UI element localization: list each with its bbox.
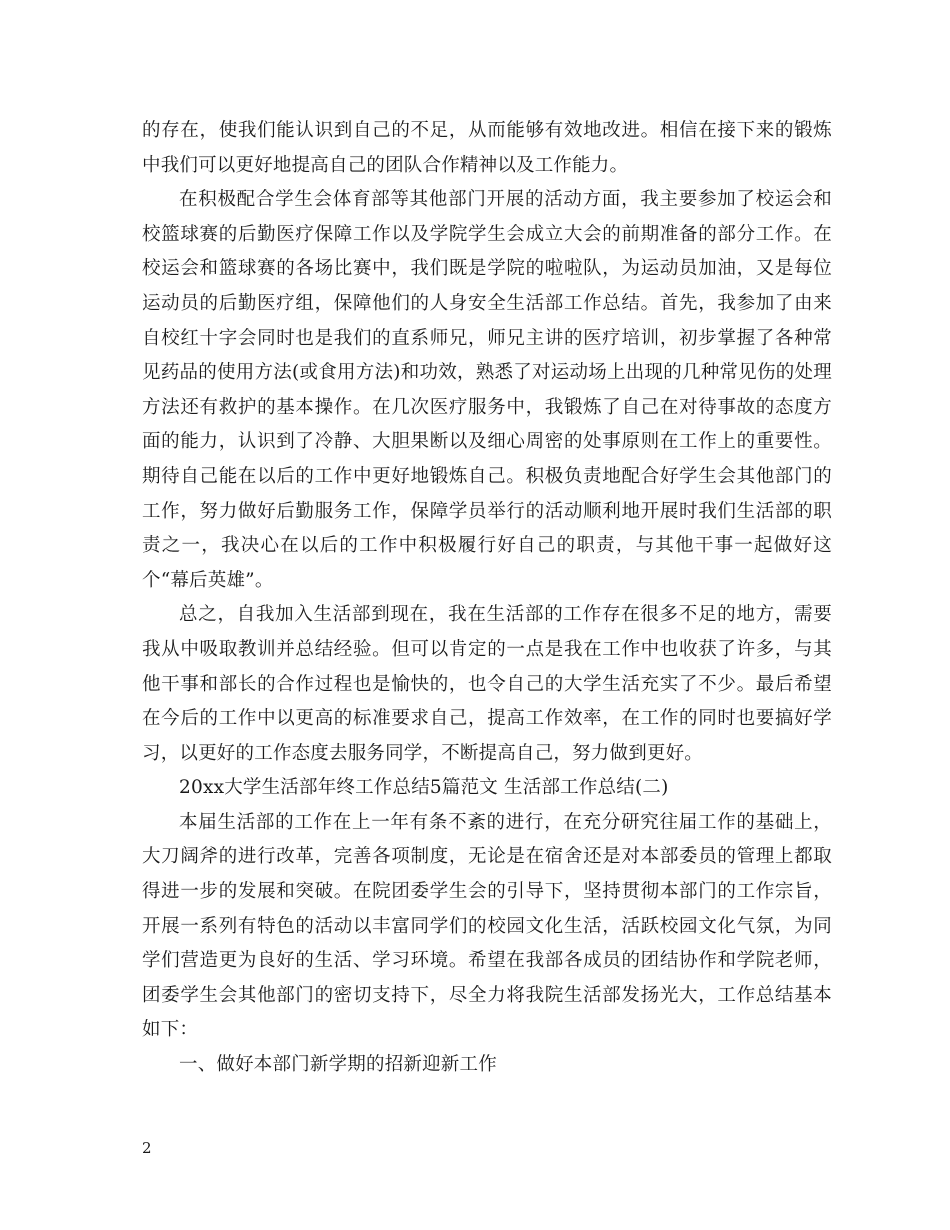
paragraph-introduction: 本届生活部的工作在上一年有条不紊的进行，在充分研究往届工作的基础上，大刀阔斧的进行改革，完善各项制度，无论是在宿舍还是对本部委员的管理上都取得进一步的发展和突破。在院团委学生会的引导下，坚持贯彻本部门的工作宗旨，开展一系列有特色的活动以丰富同学们的校园文化生活，活跃校园文化气氛，为同学们营造更为良好的生活、学习环境。希望在我部各成员的团结协作和学院老师，团委学生会其他部门的密切支持下，尽全力将我院生活部发扬光大，工作总结基本如下： — [142, 811, 832, 1041]
page-number: 2 — [142, 1139, 152, 1157]
paragraph-summary: 总之，自我加入生活部到现在，我在生活部的工作存在很多不足的地方，需要我从中吸取教训并总结经验。但可以肯定的一点是我在工作中也收获了许多，与其他干事和部长的合作过程也是愉快的，也令自己的大学生活充实了不少。最后希望在今后的工作中以更高的标准要求自己，提高工作效率，在工作的同时也要搞好学习，以更好的工作态度去服务同学，不断提高自己，努力做到更好。 — [142, 604, 832, 764]
section-heading: 20xx大学生活部年终工作总结5篇范文 生活部工作总结(二) — [179, 777, 669, 799]
document-body — [142, 114, 832, 1083]
paragraph-sports-support: 在积极配合学生会体育部等其他部门开展的活动方面，我主要参加了校运会和校篮球赛的后勤医疗保障工作以及学院学生会成立大会的前期准备的部分工作。在校运会和篮球赛的各场比赛中，我们既是学院的啦啦队，为运动员加油，又是每位运动员的后勤医疗组，保障他们的人身安全生活部工作总结。首先，我参加了由来自校红十字会同时也是我们的直系师兄，师兄主讲的医疗培训，初步掌握了各种常见药品的使用方法(或食用方法)和功效，熟悉了对运动场上出现的几种常见伤的处理方法还有救护的基本操作。在几次医疗服务中，我锻炼了自己在对待事故的态度方面的能力，认识到了冷静、大胆果断以及细心周密的处事原则在工作上的重要性。期待自己能在以后的工作中更好地锻炼自己。积极负责地配合好学生会其他部门的工作，努力做好后勤服务工作，保障学员举行的活动顺利地开展时我们生活部的职责之一，我决心在以后的工作中积极履行好自己的职责，与其他干事一起做好这个“幕后英雄”。 — [142, 189, 832, 591]
list-item-heading: 一、做好本部门新学期的招新迎新工作 — [179, 1054, 497, 1076]
paragraph-continuation: 的存在，使我们能认识到自己的不足，从而能够有效地改进。相信在接下来的锻炼中我们可以更好地提高自己的团队合作精神以及工作能力。 — [142, 120, 832, 176]
